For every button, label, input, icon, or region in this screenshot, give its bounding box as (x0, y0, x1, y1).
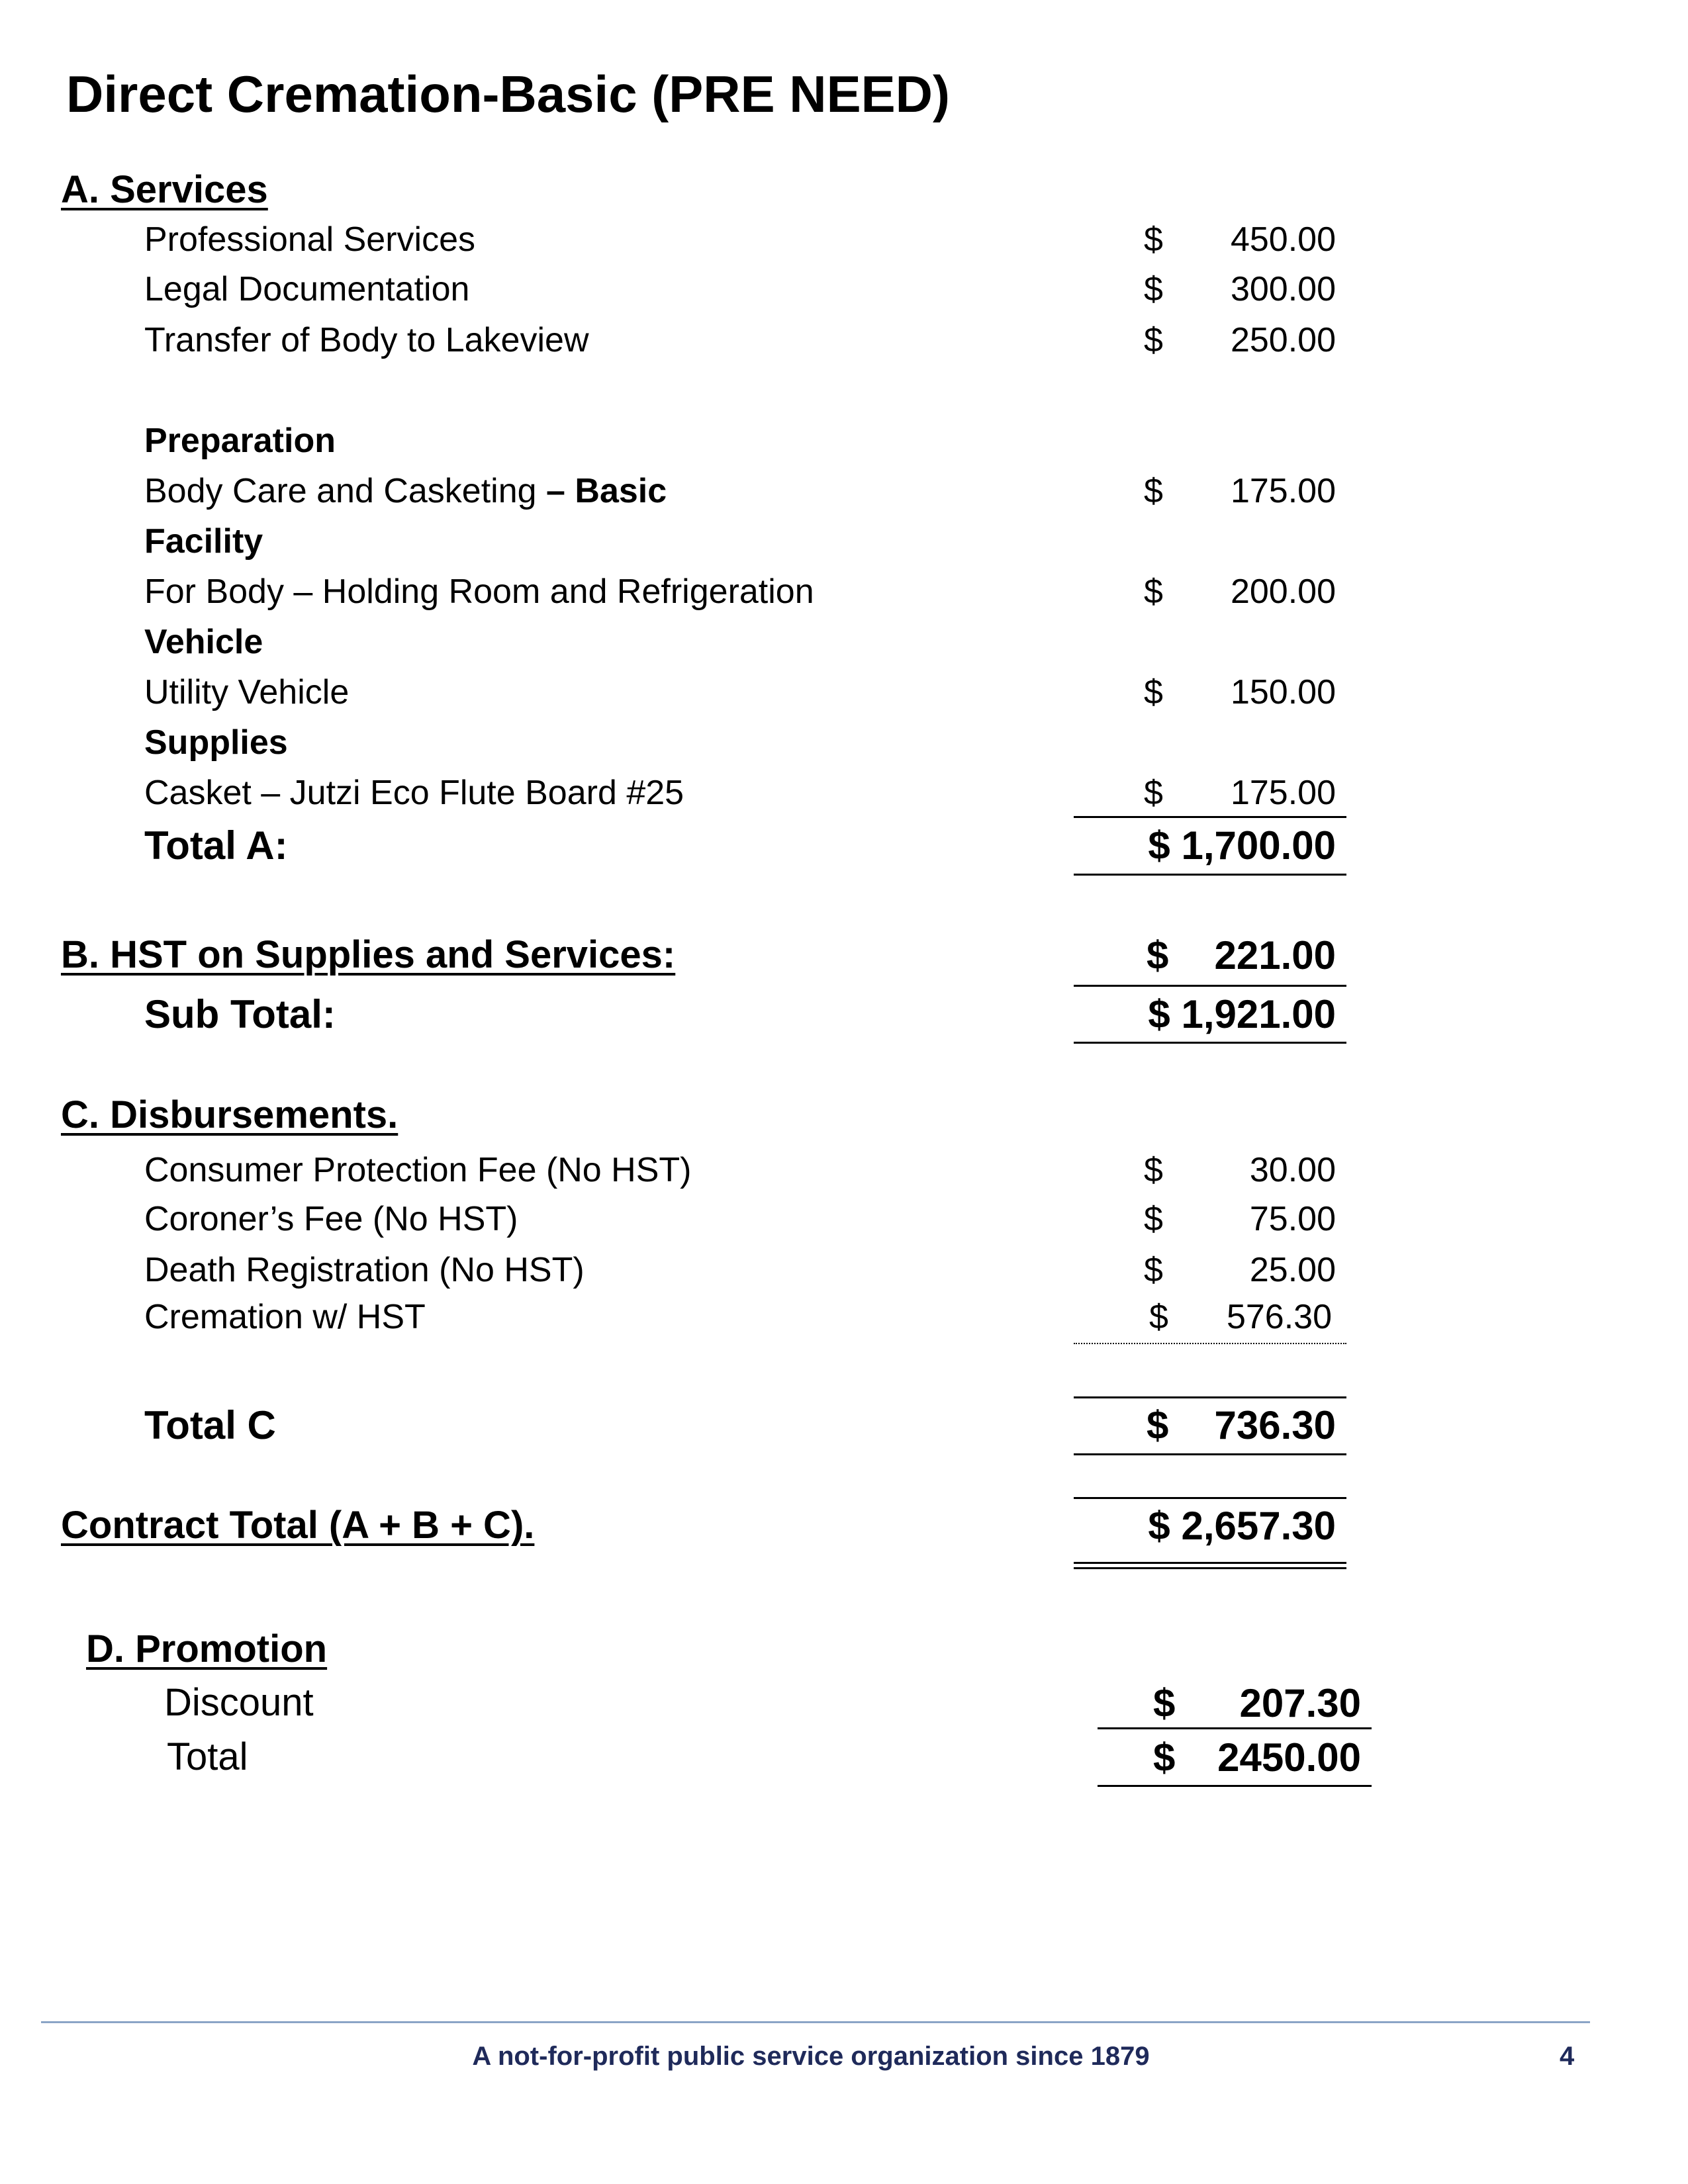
page-number: 4 (1560, 2042, 1575, 2071)
line-item-amount: 576.30 (1226, 1298, 1332, 1336)
subheading-vehicle: Vehicle (144, 623, 263, 661)
line-item-amount: 300.00 (1230, 270, 1336, 308)
total-a-value: $ 1,700.00 (1148, 823, 1336, 868)
currency-symbol: $ (1144, 774, 1163, 812)
subtotal-rule-top (1074, 985, 1346, 987)
page-title: Direct Cremation-Basic (PRE NEED) (66, 65, 950, 123)
promo-rule-mid (1098, 1727, 1372, 1729)
contract-rule-bottom-2 (1074, 1567, 1346, 1569)
footer-tagline: A not-for-profit public service organization since 1879 (472, 2042, 1150, 2071)
subheading-supplies: Supplies (144, 723, 288, 762)
currency-symbol: $ (1149, 1298, 1168, 1336)
subtotal-rule-bottom (1074, 1042, 1346, 1044)
line-item-amount: 175.00 (1230, 774, 1336, 812)
promo-rule-bottom (1098, 1785, 1372, 1787)
contract-total-value: $ 2,657.30 (1148, 1504, 1336, 1548)
total-c-amount: 736.30 (1214, 1403, 1336, 1447)
currency-symbol: $ (1144, 270, 1163, 308)
section-d-heading: D. Promotion (86, 1627, 328, 1670)
discount-amount: 207.30 (1239, 1681, 1361, 1725)
total-a-label: Total A: (144, 823, 288, 868)
line-item-amount: 250.00 (1230, 321, 1336, 359)
discount-label: Discount (164, 1681, 314, 1724)
line-item-amount: 30.00 (1249, 1151, 1336, 1189)
line-item-amount: 150.00 (1230, 673, 1336, 711)
currency-symbol: $ (1153, 1735, 1176, 1780)
dotted-rule (1074, 1343, 1346, 1344)
line-item-label: Coroner’s Fee (No HST) (144, 1200, 518, 1238)
currency-symbol: $ (1147, 1403, 1169, 1447)
total-rule-top (1074, 816, 1346, 818)
total-c-rule-top (1074, 1396, 1346, 1398)
currency-symbol: $ (1144, 572, 1163, 611)
currency-symbol: $ (1144, 1200, 1163, 1238)
currency-symbol: $ (1144, 673, 1163, 711)
line-item-label: Legal Documentation (144, 270, 470, 308)
total-rule-bottom (1074, 874, 1346, 876)
line-item-label: Cremation w/ HST (144, 1298, 426, 1336)
line-item-amount: 450.00 (1230, 220, 1336, 259)
section-b-heading: B. HST on Supplies and Services: (61, 933, 676, 976)
line-item-label: For Body – Holding Room and Refrigeration (144, 572, 814, 611)
currency-symbol: $ (1144, 472, 1163, 510)
hst-amount: 221.00 (1214, 933, 1336, 978)
line-item-amount: 175.00 (1230, 472, 1336, 510)
contract-rule-bottom-1 (1074, 1562, 1346, 1564)
line-item-amount: 200.00 (1230, 572, 1336, 611)
section-c-heading: C. Disbursements. (61, 1093, 399, 1136)
label-suffix: – Basic (536, 472, 667, 510)
currency-symbol: $ (1144, 1251, 1163, 1289)
subheading-preparation: Preparation (144, 422, 336, 460)
total-c-rule-bottom (1074, 1453, 1346, 1455)
contract-total-label: Contract Total (A + B + C). (61, 1504, 535, 1547)
promo-total-amount: 2450.00 (1217, 1735, 1361, 1780)
footer-divider (41, 2021, 1590, 2023)
contract-rule-top (1074, 1497, 1346, 1499)
line-item-amount: 25.00 (1249, 1251, 1336, 1289)
line-item-label: Body Care and Casketing – Basic (144, 472, 667, 510)
subtotal-value: $ 1,921.00 (1148, 992, 1336, 1036)
line-item-label: Death Registration (No HST) (144, 1251, 585, 1289)
subtotal-label: Sub Total: (144, 992, 336, 1036)
currency-symbol: $ (1144, 321, 1163, 359)
line-item-label: Casket – Jutzi Eco Flute Board #25 (144, 774, 684, 812)
line-item-label: Transfer of Body to Lakeview (144, 321, 589, 359)
line-item-label: Utility Vehicle (144, 673, 350, 711)
line-item-amount: 75.00 (1249, 1200, 1336, 1238)
currency-symbol: $ (1144, 1151, 1163, 1189)
section-a-heading: A. Services (61, 168, 268, 211)
currency-symbol: $ (1153, 1681, 1176, 1725)
line-item-label: Professional Services (144, 220, 475, 259)
promo-total-label: Total (167, 1735, 248, 1778)
total-c-label: Total C (144, 1403, 276, 1447)
currency-symbol: $ (1144, 220, 1163, 259)
subheading-facility: Facility (144, 522, 263, 561)
line-item-label: Consumer Protection Fee (No HST) (144, 1151, 692, 1189)
currency-symbol: $ (1147, 933, 1169, 978)
